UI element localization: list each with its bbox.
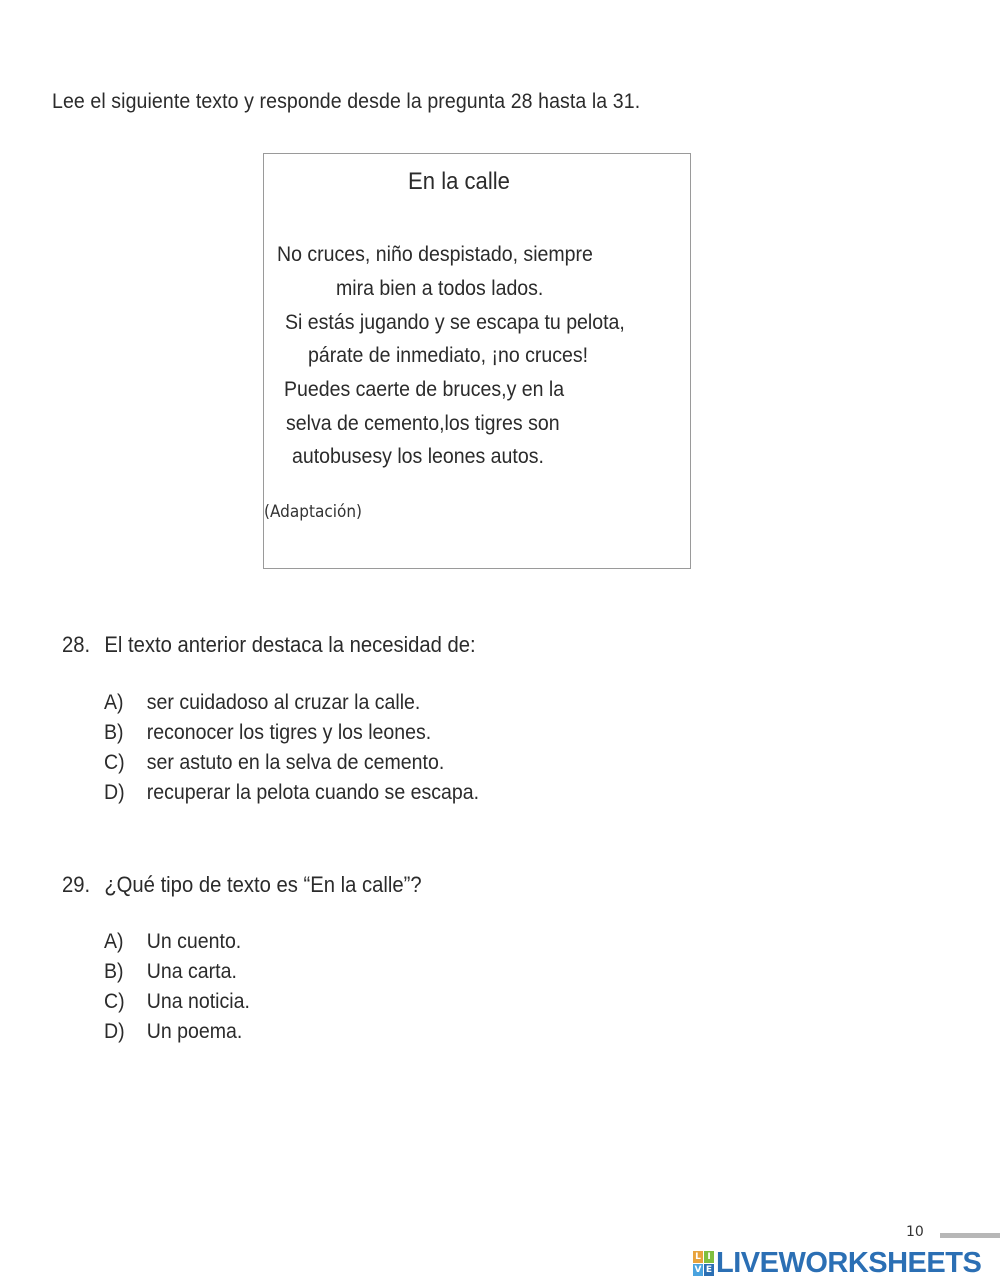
option-c[interactable] (104, 751, 479, 781)
option-d[interactable] (104, 1020, 250, 1050)
option-letter: C) (104, 990, 125, 1013)
logo-letter: E (705, 1264, 713, 1275)
poem-title: En la calle (408, 168, 510, 195)
logo-letter: I (704, 1251, 714, 1263)
option-letter: A) (104, 691, 124, 714)
option-c[interactable] (104, 990, 250, 1020)
option-a[interactable] (104, 691, 479, 721)
option-letter: C) (104, 751, 125, 774)
option-a[interactable] (104, 930, 250, 960)
option-text: Un poema. (146, 1020, 243, 1043)
option-d[interactable] (104, 781, 479, 811)
poem-line: No cruces, niño despistado, siempre (277, 243, 593, 266)
option-text: Una noticia. (146, 990, 250, 1013)
brand-logo-icon (693, 1251, 714, 1276)
instruction-text: Lee el siguiente texto y responde desde la pregunta 28 hasta la 31. (52, 90, 641, 113)
question-29-options (104, 930, 261, 1050)
option-text: Una carta. (146, 960, 237, 983)
question-number: 28. (62, 632, 91, 657)
option-text: recuperar la pelota cuando se escapa. (146, 781, 480, 804)
option-letter: D) (104, 781, 125, 804)
option-text: ser cuidadoso al cruzar la calle. (146, 691, 421, 714)
question-text: El texto anterior destaca la necesidad de: (104, 632, 476, 657)
option-b[interactable] (104, 960, 250, 990)
option-letter: B) (104, 721, 124, 744)
question-29 (62, 872, 422, 898)
poem-line: mira bien a todos lados. (336, 277, 544, 300)
poem-source: (Adaptación) (264, 502, 363, 522)
question-28 (62, 632, 476, 658)
page-number: 10 (906, 1224, 924, 1240)
brand-name: LIVEWORKSHEETS (716, 1246, 982, 1279)
question-text: ¿Qué tipo de texto es “En la calle”? (104, 872, 422, 897)
question-number: 29. (62, 872, 91, 897)
poem-line: párate de inmediato, ¡no cruces! (308, 344, 589, 367)
poem-box (263, 153, 691, 569)
logo-letter: L (693, 1251, 703, 1263)
option-b[interactable] (104, 721, 479, 751)
option-text: ser astuto en la selva de cemento. (146, 751, 445, 774)
logo-letter: V (694, 1264, 702, 1275)
page-number-bar (940, 1233, 1000, 1238)
option-text: reconocer los tigres y los leones. (146, 721, 432, 744)
poem-line: Si estás jugando y se escapa tu pelota, (285, 311, 625, 334)
poem-line: Puedes caerte de bruces,y en la (284, 378, 565, 401)
option-text: Un cuento. (146, 930, 242, 953)
question-28-options (104, 691, 507, 811)
option-letter: B) (104, 960, 124, 983)
option-letter: D) (104, 1020, 125, 1043)
option-letter: A) (104, 930, 124, 953)
poem-line: autobusesy los leones autos. (292, 445, 544, 468)
poem-line: selva de cemento,los tigres son (286, 412, 560, 435)
liveworksheets-logo (693, 1247, 981, 1279)
